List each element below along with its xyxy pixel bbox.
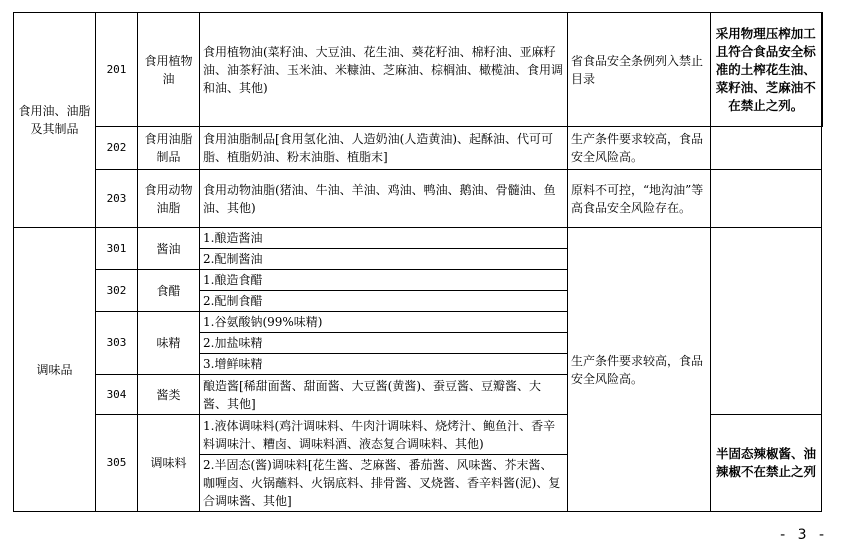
items-cell: 食用植物油(菜籽油、大豆油、花生油、葵花籽油、棉籽油、亚麻籽油、油茶籽油、玉米油、米糠油、芝麻油、棕榈油、橄榄油、食用调和油、其他): [200, 13, 568, 127]
name-cell: 酱油: [138, 228, 200, 270]
items-cell: 2.配制酱油: [200, 249, 568, 270]
name-cell: 食用油脂制品: [138, 127, 200, 170]
code-cell: 303: [96, 312, 138, 375]
items-cell: 2.配制食醋: [200, 291, 568, 312]
code-cell: 203: [96, 170, 138, 228]
code-cell: 305: [96, 415, 138, 512]
category-cell: 调味品: [14, 228, 96, 512]
note-cell: [711, 170, 822, 228]
name-cell: 食醋: [138, 270, 200, 312]
prohibited-food-table: [13, 12, 823, 512]
table-row: [14, 228, 822, 249]
note-cell: 采用物理压榨加工且符合食品安全标准的土榨花生油、菜籽油、芝麻油不在禁止之列。: [711, 13, 822, 127]
page-number: - 3 -: [780, 527, 828, 543]
category-cell: 食用油、油脂及其制品: [14, 13, 96, 228]
items-cell: 1.液体调味料(鸡汁调味料、牛肉汁调味料、烧烤汁、鲍鱼汁、香辛料调味汁、糟卤、调味料酒、液态复合调味料、其他): [200, 415, 568, 455]
table-row: [14, 13, 822, 127]
code-cell: 304: [96, 375, 138, 415]
items-cell: 1.酿造食醋: [200, 270, 568, 291]
reason-cell: 省食品安全条例列入禁止目录: [568, 13, 711, 127]
table-row: [14, 127, 822, 170]
code-cell: 201: [96, 13, 138, 127]
reason-cell: 生产条件要求较高，食品安全风险高。: [568, 228, 711, 512]
note-cell: 半固态辣椒酱、油辣椒不在禁止之列: [711, 415, 822, 512]
code-cell: 302: [96, 270, 138, 312]
items-cell: 2.半固态(酱)调味料[花生酱、芝麻酱、番茄酱、风味酱、芥末酱、咖喱卤、火锅蘸料、火锅底料、排骨酱、叉烧酱、香辛料酱(泥)、复合调味酱、其他]: [200, 455, 568, 512]
table-row: [14, 170, 822, 228]
items-cell: 食用动物油脂(猪油、牛油、羊油、鸡油、鸭油、鹅油、骨髓油、鱼油、其他): [200, 170, 568, 228]
note-cell: [711, 127, 822, 170]
reason-cell: 生产条件要求较高，食品安全风险高。: [568, 127, 711, 170]
note-cell: [711, 228, 822, 415]
items-cell: 1.谷氨酸钠(99%味精): [200, 312, 568, 333]
name-cell: 调味料: [138, 415, 200, 512]
name-cell: 酱类: [138, 375, 200, 415]
items-cell: 2.加盐味精: [200, 333, 568, 354]
name-cell: 食用动物油脂: [138, 170, 200, 228]
code-cell: 202: [96, 127, 138, 170]
name-cell: 味精: [138, 312, 200, 375]
reason-cell: 原料不可控，“地沟油”等高食品安全风险存在。: [568, 170, 711, 228]
name-cell: 食用植物油: [138, 13, 200, 127]
code-cell: 301: [96, 228, 138, 270]
items-cell: 1.酿造酱油: [200, 228, 568, 249]
items-cell: 酿造酱[稀甜面酱、甜面酱、大豆酱(黄酱)、蚕豆酱、豆瓣酱、大酱、其他]: [200, 375, 568, 415]
items-cell: 食用油脂制品[食用氢化油、人造奶油(人造黄油)、起酥油、代可可脂、植脂奶油、粉末油脂、植脂末]: [200, 127, 568, 170]
items-cell: 3.增鲜味精: [200, 354, 568, 375]
